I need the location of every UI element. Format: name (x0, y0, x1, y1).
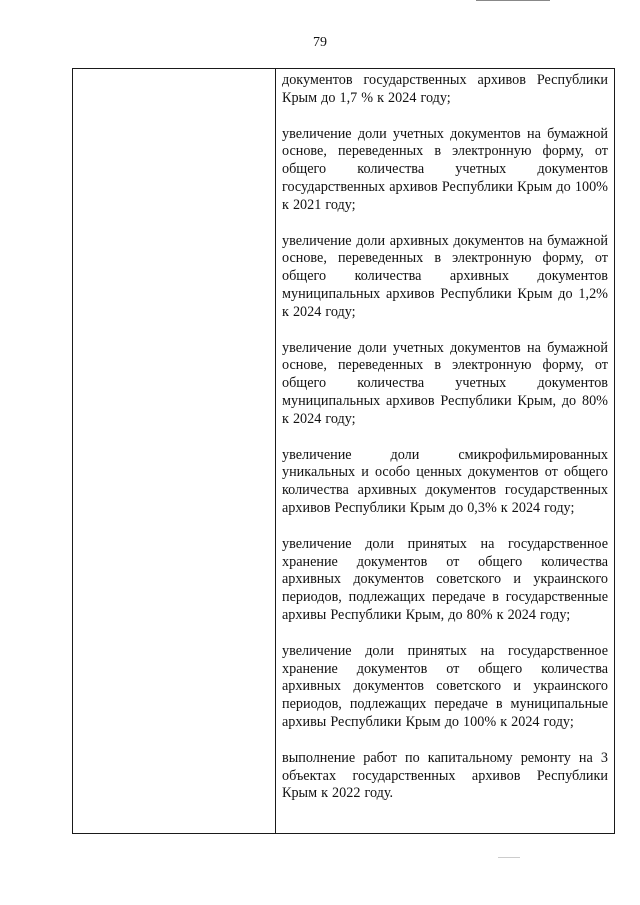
document-table (72, 68, 615, 834)
table-cell-right (282, 69, 608, 836)
indicator-paragraph-3: увеличение доли архивных документов на бумажной основе, переведенных в электронную форму, от общего количества архивных документов муниципальных архивов Республики Крым до 1,2% к 2024 году; (282, 232, 608, 320)
page-number: 79 (313, 35, 327, 50)
scan-artifact-top (476, 0, 550, 1)
indicator-paragraph-7: увеличение доли принятых на государственное хранение документов от общего количества архивных документов советского и украинского периодов, подлежащих передаче в муниципальные архивы Республики Крым до 100% к 2024 году; (282, 642, 608, 730)
scan-artifact-bottom (498, 857, 520, 858)
indicator-paragraph-5: увеличение доли смикрофильмированных уникальных и особо ценных документов от общего количества архивных документов государственных архивов Республики Крым до 0,3% к 2024 году; (282, 446, 608, 516)
indicator-paragraph-4: увеличение доли учетных документов на бумажной основе, переведенных в электронную форму, от общего количества учетных документов муниципальных архивов Республики Крым, до 80% к 2024 году; (282, 339, 608, 427)
indicator-paragraph-8: выполнение работ по капитальному ремонту на 3 объектах государственных архивов Республики Крым к 2022 году. (282, 749, 608, 802)
indicator-paragraph-2: увеличение доли учетных документов на бумажной основе, переведенных в электронную форму, от общего количества учетных документов государственных архивов Республики Крым до 100% к 2021 году; (282, 125, 608, 213)
table-cell-left (73, 69, 276, 833)
indicator-paragraph-1: документов государственных архивов Республики Крым до 1,7 % к 2024 году; (282, 72, 608, 106)
indicator-paragraph-6: увеличение доли принятых на государственное хранение документов от общего количества архивных документов советского и украинского периодов, подлежащих передаче в государственные архивы Республики Крым, до 80% к 2024 году; (282, 535, 608, 623)
